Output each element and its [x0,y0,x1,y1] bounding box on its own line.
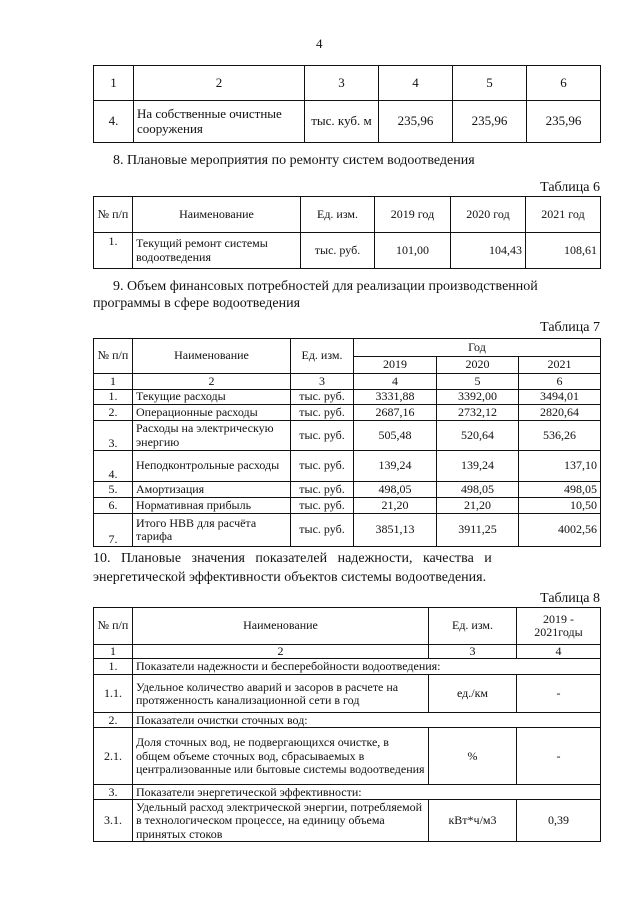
row-value: 0,39 [517,800,601,842]
row-value: 21,20 [354,498,437,514]
col-index: 5 [437,374,519,390]
row-value: 3331,88 [354,390,437,405]
row-number: 5. [94,482,133,498]
row-unit: тыс. руб. [291,405,354,421]
table-row [94,675,601,713]
header-unit: Ед. изм. [301,197,375,233]
header-name: Наименование [133,608,429,645]
table-row [94,390,601,405]
row-unit: тыс. руб. [291,390,354,405]
table-index-row [94,645,601,659]
col-index: 6 [527,66,601,101]
table-7 [93,338,601,547]
col-index: 3 [305,66,379,101]
row-value: 21,20 [437,498,519,514]
row-number: 1.1. [94,675,133,713]
table-row [94,514,601,547]
table-row [94,482,601,498]
table-header-row [94,608,601,645]
table-row [94,800,601,842]
col-index: 4 [517,645,601,659]
row-name: Удельный расход электрической энергии, потребляемой в технологическом процессе, на единицу объема принятых стоков [133,800,429,842]
row-unit: тыс. руб. [291,498,354,514]
row-unit: ед./км [429,675,517,713]
row-unit: тыс. руб. [291,514,354,547]
row-unit: тыс. руб. [291,421,354,451]
table-section-row [94,713,601,728]
row-value: 4002,56 [519,514,601,547]
row-name: На собственные очистные сооружения [134,101,305,143]
row-value: - [517,728,601,785]
row-value: 498,05 [519,482,601,498]
col-index: 6 [519,374,601,390]
row-name: Удельное количество аварий и засоров в расчете на протяженность канализационной сети в год [133,675,429,713]
row-number: 6. [94,498,133,514]
row-value: 536,26 [519,421,601,451]
table-header-row [94,339,601,357]
row-number: 1. [94,390,133,405]
row-value: 235,96 [527,101,601,143]
section-name: Показатели очистки сточных вод: [133,713,601,728]
header-year: 2019 [354,357,437,374]
table-row [94,101,601,143]
row-value: 235,96 [379,101,453,143]
col-index: 3 [291,374,354,390]
table-section-row [94,785,601,800]
header-period: 2019 - 2021годы [517,608,601,645]
col-index: 2 [133,645,429,659]
section-name: Показатели надежности и бесперебойности водоотведения: [133,659,601,675]
row-number: 3. [94,785,133,800]
row-value: 498,05 [354,482,437,498]
header-unit: Ед. изм. [291,339,354,374]
row-unit: тыс. руб. [291,451,354,482]
table-5-continuation [93,65,601,143]
col-index: 4 [354,374,437,390]
row-unit: кВт*ч/м3 [429,800,517,842]
row-value: 2732,12 [437,405,519,421]
row-value: 2820,64 [519,405,601,421]
header-year-group: Год [354,339,601,357]
table-row [94,451,601,482]
row-name: Текущий ремонт системы водоотведения [133,233,301,269]
row-number: 4. [94,451,133,482]
row-value: - [517,675,601,713]
header-year: 2021 [519,357,601,374]
row-name: Нормативная прибыль [133,498,291,514]
section-name: Показатели энергетической эффективности: [133,785,601,800]
section-9-title-line2: программы в сфере водоотведения [93,296,301,311]
section-10-title-line2: энергетической эффективности объектов системы водоотведения. [93,570,487,585]
row-value: 3392,00 [437,390,519,405]
row-number: 3.1. [94,800,133,842]
table-6-label: Таблица 6 [540,180,600,195]
row-name: Неподконтрольные расходы [133,451,291,482]
row-value: 3851,13 [354,514,437,547]
header-year: 2021 год [526,197,601,233]
col-index: 4 [379,66,453,101]
row-value: 3911,25 [437,514,519,547]
header-num: № п/п [94,608,133,645]
row-value: 104,43 [451,233,526,269]
row-value: 139,24 [354,451,437,482]
table-row [94,233,601,269]
table-header-row [94,66,601,101]
header-year: 2019 год [375,197,451,233]
table-row [94,728,601,785]
row-value: 498,05 [437,482,519,498]
row-unit: тыс. руб. [291,482,354,498]
row-value: 3494,01 [519,390,601,405]
row-value: 108,61 [526,233,601,269]
row-value: 520,64 [437,421,519,451]
row-value: 137,10 [519,451,601,482]
row-name: Доля сточных вод, не подвергающихся очистке, в общем объеме сточных вод, сбрасываемых в централизованные или бытовые системы водоотведения [133,728,429,785]
header-name: Наименование [133,339,291,374]
header-unit: Ед. изм. [429,608,517,645]
header-year: 2020 [437,357,519,374]
row-number: 1. [94,233,133,269]
row-name: Амортизация [133,482,291,498]
table-8 [93,607,601,842]
row-name: Операционные расходы [133,405,291,421]
table-index-row [94,374,601,390]
col-index: 2 [133,374,291,390]
row-number: 2. [94,713,133,728]
row-number: 2.1. [94,728,133,785]
row-number: 1. [94,659,133,675]
row-value: 2687,16 [354,405,437,421]
table-8-label: Таблица 8 [540,591,600,606]
header-num: № п/п [94,339,133,374]
row-value: 101,00 [375,233,451,269]
header-year: 2020 год [451,197,526,233]
table-6 [93,196,601,269]
table-7-label: Таблица 7 [540,320,600,335]
col-index: 5 [453,66,527,101]
row-name: Итого НВВ для расчёта тарифа [133,514,291,547]
row-number: 3. [94,421,133,451]
row-value: 235,96 [453,101,527,143]
row-name: Текущие расходы [133,390,291,405]
row-value: 505,48 [354,421,437,451]
table-row [94,405,601,421]
row-unit: тыс. куб. м [305,101,379,143]
table-row [94,498,601,514]
row-unit: тыс. руб. [301,233,375,269]
row-number: 4. [94,101,134,143]
table-row [94,421,601,451]
row-value: 139,24 [437,451,519,482]
col-index: 1 [94,645,133,659]
header-name: Наименование [133,197,301,233]
col-index: 1 [94,66,134,101]
col-index: 2 [134,66,305,101]
page-number: 4 [316,36,323,51]
col-index: 3 [429,645,517,659]
row-unit: % [429,728,517,785]
row-value: 10,50 [519,498,601,514]
table-header-row [94,197,601,233]
row-number: 7. [94,514,133,547]
section-10-title-line1: 10. Плановые значения показателей надежности, качества и [93,551,492,566]
col-index: 1 [94,374,133,390]
section-9-title-line1: 9. Объем финансовых потребностей для реализации производственной [113,279,538,294]
row-name: Расходы на электрическую энергию [133,421,291,451]
section-8-title: 8. Плановые мероприятия по ремонту систем водоотведения [113,153,475,168]
row-number: 2. [94,405,133,421]
table-section-row [94,659,601,675]
header-num: № п/п [94,197,133,233]
